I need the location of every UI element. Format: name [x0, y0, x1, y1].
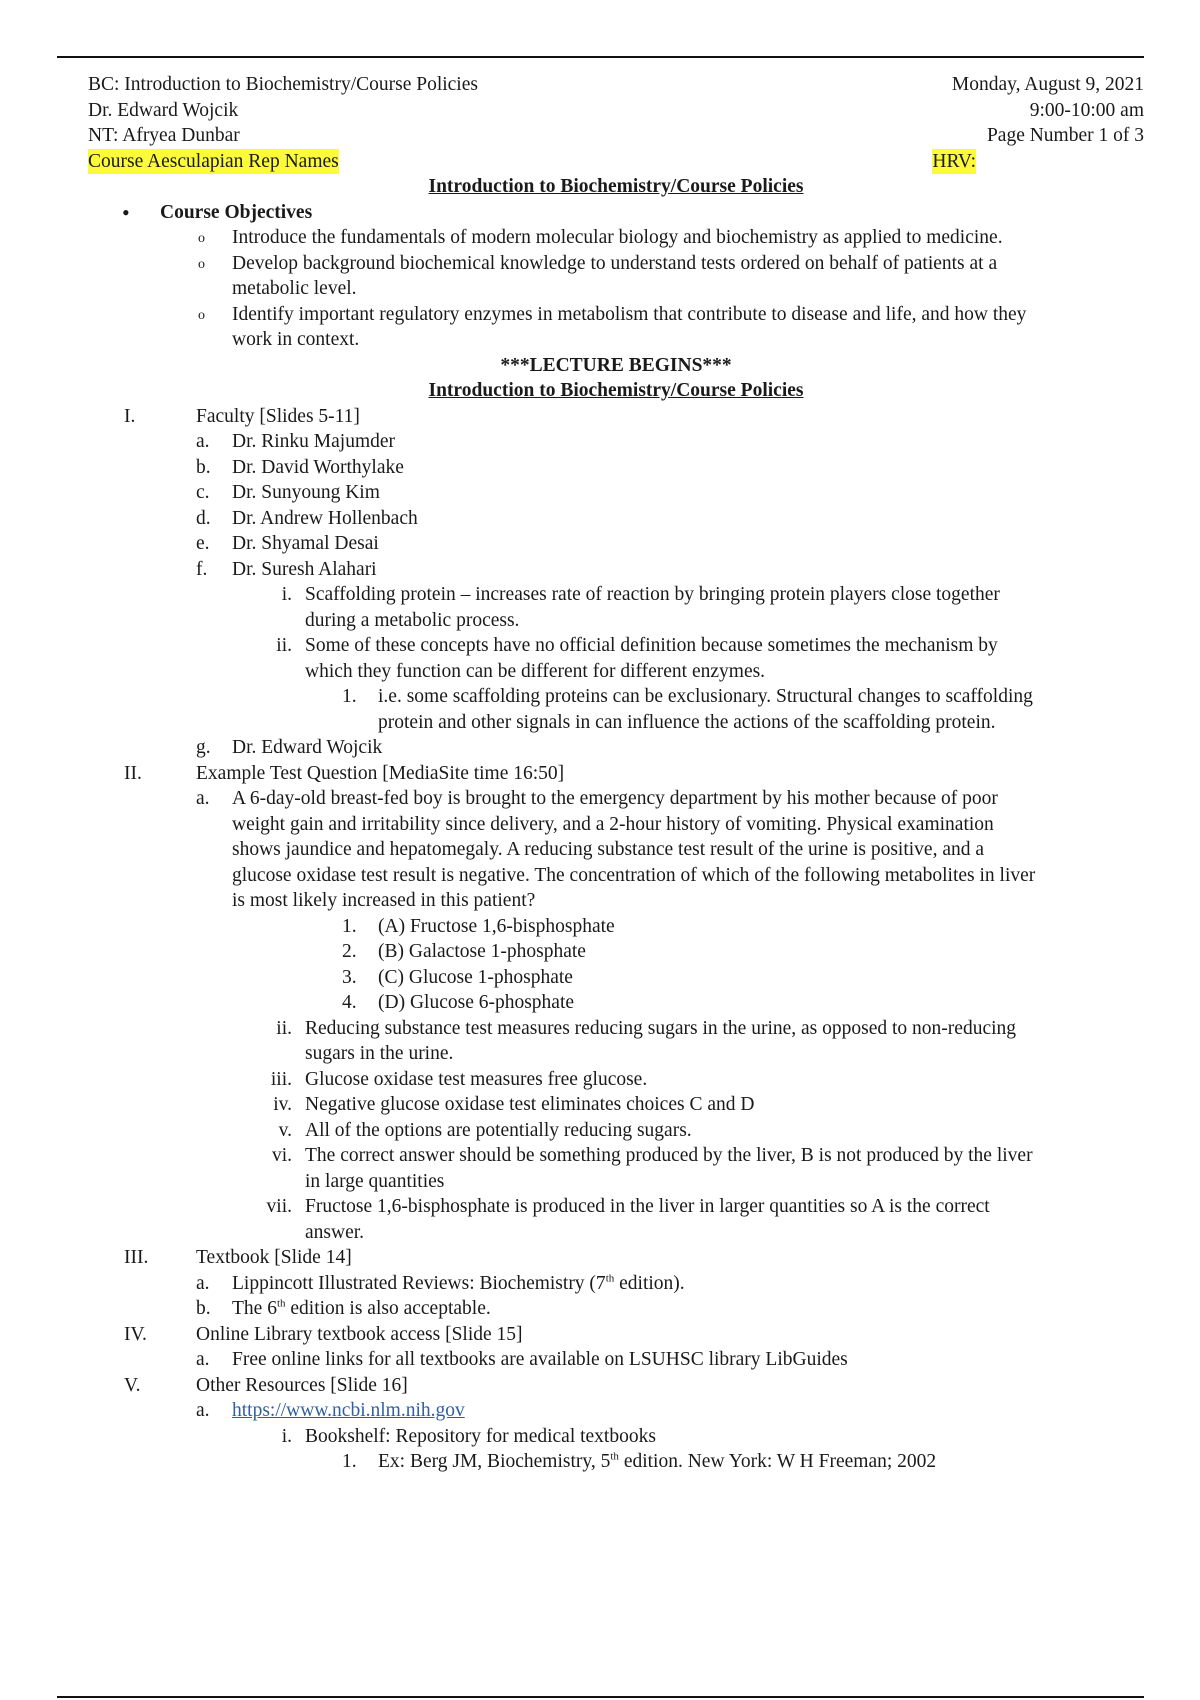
choice-number: 2.: [342, 941, 357, 962]
subnote-text: i.e. some scaffolding proteins can be exclusionary. Structural changes to scaffolding: [378, 686, 1033, 707]
note-text: Some of these concepts have no official definition because sometimes the mechanism by: [305, 635, 998, 656]
explanation-note: [88, 1016, 1144, 1042]
choice-text: (D) Glucose 6-phosphate: [378, 992, 575, 1013]
section-resources: [88, 1373, 1144, 1399]
choice-number: 3.: [342, 966, 357, 988]
section-title: Faculty [Slides 5-11]: [196, 405, 360, 427]
top-rule: [57, 56, 1144, 58]
objective-continuation: [88, 276, 1144, 302]
notetaker-name: NT: Afryea Dunbar: [88, 125, 240, 146]
choice-number: 1.: [342, 915, 357, 937]
item-letter: b.: [196, 1298, 211, 1319]
page-number: Page Number 1 of 3: [986, 125, 1144, 146]
section-textbook: [88, 1245, 1144, 1271]
course-title: BC: Introduction to Biochemistry/Course Policies: [88, 74, 478, 95]
note-text: Reducing substance test measures reducing sugars in the urine, as opposed to non-reducing: [305, 1017, 1017, 1039]
circle-bullet-icon: o: [198, 231, 205, 246]
choice-text: (A) Fructose 1,6-bisphosphate: [378, 915, 615, 937]
textbook-item: [88, 1271, 1144, 1297]
question-text: weight gain and irritability since delivery, and a 2-hour history of vomiting. Physical examination: [232, 813, 994, 835]
item-letter: e.: [196, 533, 210, 554]
objective-text: work in context.: [232, 329, 360, 350]
explanation-note: [88, 1092, 1144, 1118]
library-text: Free online links for all textbooks are available on LSUHSC library LibGuides: [232, 1349, 848, 1370]
question-line: [88, 786, 1144, 812]
section-title: Example Test Question [MediaSite time 16:50]: [196, 762, 565, 784]
text-part: edition. New York: W H Freeman; 2002: [618, 1451, 937, 1472]
lecture-date: Monday, August 9, 2021: [951, 74, 1144, 95]
item-letter: f.: [196, 558, 208, 580]
faculty-name: Dr. Andrew Hollenbach: [232, 507, 418, 529]
faculty-subnote-continuation: [88, 710, 1144, 736]
question-line: [88, 888, 1144, 914]
faculty-subnote: [88, 684, 1144, 710]
instructor-name: Dr. Edward Wojcik: [88, 99, 239, 121]
note-numeral: i.: [281, 1425, 292, 1447]
objective-text: Develop background biochemical knowledge to understand tests ordered on behalf of patients at a: [232, 252, 998, 274]
header-row-2: [88, 98, 1144, 124]
section-title: Textbook [Slide 14]: [196, 1247, 352, 1268]
question-text: glucose oxidase test result is negative. The concentration of which of the following metabolites in liver: [232, 864, 1036, 886]
faculty-name: Dr. Sunyoung Kim: [232, 482, 380, 503]
textbook-item: [88, 1296, 1144, 1322]
objective-continuation: [88, 327, 1144, 353]
faculty-note-continuation: [88, 659, 1144, 685]
note-text: Negative glucose oxidase test eliminates choices C and D: [305, 1094, 755, 1115]
section-numeral: III.: [124, 1247, 149, 1268]
objectives-heading: Course Objectives: [160, 201, 313, 223]
hrv-highlight: HRV:: [932, 149, 976, 175]
header-row-1: [88, 72, 1144, 98]
note-text: Glucose oxidase test measures free glucose.: [305, 1068, 648, 1090]
bullet-icon: •: [122, 199, 130, 225]
explanation-note: [88, 1067, 1144, 1093]
answer-choice: [88, 965, 1144, 991]
note-text: All of the options are potentially reducing sugars.: [305, 1119, 692, 1141]
explanation-note: [88, 1194, 1144, 1220]
objective-item: [88, 225, 1144, 251]
objectives-heading-row: [88, 200, 1144, 226]
faculty-note-continuation: [88, 608, 1144, 634]
explanation-note-continuation: [88, 1220, 1144, 1246]
note-text: sugars in the urine.: [305, 1043, 454, 1064]
objective-text: Identify important regulatory enzymes in metabolism that contribute to disease and life, and how they: [232, 303, 1027, 325]
superscript: th: [605, 1272, 615, 1284]
text-part: Lippincott Illustrated Reviews: Biochemistry (7: [232, 1272, 606, 1294]
document-page: [88, 72, 1144, 1475]
text-part: Ex: Berg JM, Biochemistry, 5: [378, 1451, 611, 1472]
item-letter: a.: [196, 1349, 210, 1370]
section-numeral: I.: [124, 405, 136, 427]
lecture-title: Introduction to Biochemistry/Course Policies: [428, 380, 804, 401]
page-title: Introduction to Biochemistry/Course Policies: [428, 176, 804, 197]
question-line: [88, 812, 1144, 838]
faculty-item: [88, 531, 1144, 557]
note-numeral: i.: [281, 584, 292, 605]
note-text: during a metabolic process.: [305, 609, 520, 631]
subnote-number: 1.: [342, 1451, 357, 1472]
note-text: answer.: [305, 1221, 365, 1243]
faculty-note: [88, 633, 1144, 659]
note-numeral: vi.: [271, 1145, 292, 1166]
rep-names-highlight: Course Aesculapian Rep Names: [88, 149, 339, 175]
faculty-item: [88, 735, 1144, 761]
note-numeral: vii.: [266, 1196, 292, 1217]
faculty-name: Dr. Rinku Majumder: [232, 431, 396, 452]
resource-text: Bookshelf: Repository for medical textbooks: [305, 1425, 656, 1447]
faculty-name: Dr. Shyamal Desai: [232, 533, 379, 554]
choice-number: 4.: [342, 992, 357, 1013]
circle-bullet-icon: o: [198, 307, 205, 323]
faculty-name: Dr. Suresh Alahari: [232, 558, 377, 580]
question-text: shows jaundice and hepatomegaly. A reducing substance test result of the urine is positive, and a: [232, 839, 985, 860]
textbook-text: [232, 1271, 685, 1297]
explanation-note-continuation: [88, 1041, 1144, 1067]
item-letter: b.: [196, 456, 211, 478]
answer-choice: [88, 990, 1144, 1016]
lecture-time: 9:00-10:00 am: [1029, 99, 1144, 121]
section-numeral: V.: [124, 1374, 141, 1396]
section-numeral: II.: [124, 762, 142, 784]
library-item: [88, 1347, 1144, 1373]
choice-text: (C) Glucose 1-phosphate: [378, 966, 573, 988]
item-letter: a.: [196, 1400, 210, 1421]
resource-item: [88, 1398, 1144, 1424]
note-numeral: iv.: [273, 1094, 292, 1115]
objective-text: metabolic level.: [232, 278, 357, 299]
item-letter: g.: [196, 737, 211, 758]
item-letter: d.: [196, 507, 211, 529]
resource-example: [378, 1449, 936, 1475]
text-part: edition is also acceptable.: [285, 1298, 491, 1319]
note-text: which they function can be different for different enzymes.: [305, 660, 766, 682]
section-title: Other Resources [Slide 16]: [196, 1374, 408, 1396]
header-row-3: [88, 123, 1144, 149]
textbook-text: [232, 1296, 491, 1322]
subnote-number: 1.: [342, 686, 357, 707]
note-numeral: v.: [278, 1119, 292, 1141]
explanation-note: [88, 1143, 1144, 1169]
question-text: is most likely increased in this patient?: [232, 890, 536, 911]
bottom-rule: [57, 1696, 1144, 1698]
faculty-name: Dr. Edward Wojcik: [232, 737, 383, 758]
section-title: Online Library textbook access [Slide 15]: [196, 1323, 523, 1345]
note-numeral: ii.: [276, 1017, 292, 1039]
answer-choice: [88, 914, 1144, 940]
superscript: th: [276, 1297, 286, 1310]
resource-subsubitem: [88, 1449, 1144, 1475]
faculty-item: [88, 506, 1144, 532]
item-letter: a.: [196, 1272, 210, 1294]
note-numeral: iii.: [270, 1068, 292, 1090]
note-text: The correct answer should be something produced by the liver, B is not produced by the liver: [305, 1145, 1033, 1166]
question-line: [88, 837, 1144, 863]
faculty-name: Dr. David Worthylake: [232, 456, 404, 478]
question-text: A 6-day-old breast-fed boy is brought to the emergency department by his mother because of poor: [232, 788, 998, 809]
answer-choice: [88, 939, 1144, 965]
question-line: [88, 863, 1144, 889]
faculty-note: [88, 582, 1144, 608]
lecture-begins: ***LECTURE BEGINS***: [500, 354, 732, 376]
note-text: Scaffolding protein – increases rate of reaction by bringing protein players close together: [305, 584, 1000, 605]
note-numeral: ii.: [276, 635, 292, 656]
faculty-item: [88, 455, 1144, 481]
objective-text: Introduce the fundamentals of modern molecular biology and biochemistry as applied to medicine.: [232, 227, 1003, 248]
ncbi-link[interactable]: https://www.ncbi.nlm.nih.gov: [232, 1400, 465, 1421]
text-part: edition).: [614, 1272, 685, 1294]
choice-text: (B) Galactose 1-phosphate: [378, 941, 586, 962]
section-example: [88, 761, 1144, 787]
objective-item: [88, 302, 1144, 328]
text-part: The 6: [232, 1298, 277, 1319]
circle-bullet-icon: o: [198, 256, 205, 272]
section-numeral: IV.: [124, 1323, 147, 1345]
note-text: in large quantities: [305, 1170, 445, 1192]
section-faculty: [88, 404, 1144, 430]
faculty-item: [88, 429, 1144, 455]
explanation-note-continuation: [88, 1169, 1144, 1195]
objective-item: [88, 251, 1144, 277]
faculty-item: [88, 480, 1144, 506]
item-letter: a.: [196, 431, 210, 452]
item-letter: a.: [196, 788, 210, 809]
header-row-4: [88, 149, 1144, 175]
explanation-note: [88, 1118, 1144, 1144]
subnote-text: protein and other signals in can influence the actions of the scaffolding protein.: [378, 711, 996, 733]
note-text: Fructose 1,6-bisphosphate is produced in the liver in larger quantities so A is the correct: [305, 1196, 990, 1217]
superscript: th: [610, 1450, 619, 1463]
section-library: [88, 1322, 1144, 1348]
faculty-item: [88, 557, 1144, 583]
item-letter: c.: [196, 482, 210, 503]
resource-subitem: [88, 1424, 1144, 1450]
